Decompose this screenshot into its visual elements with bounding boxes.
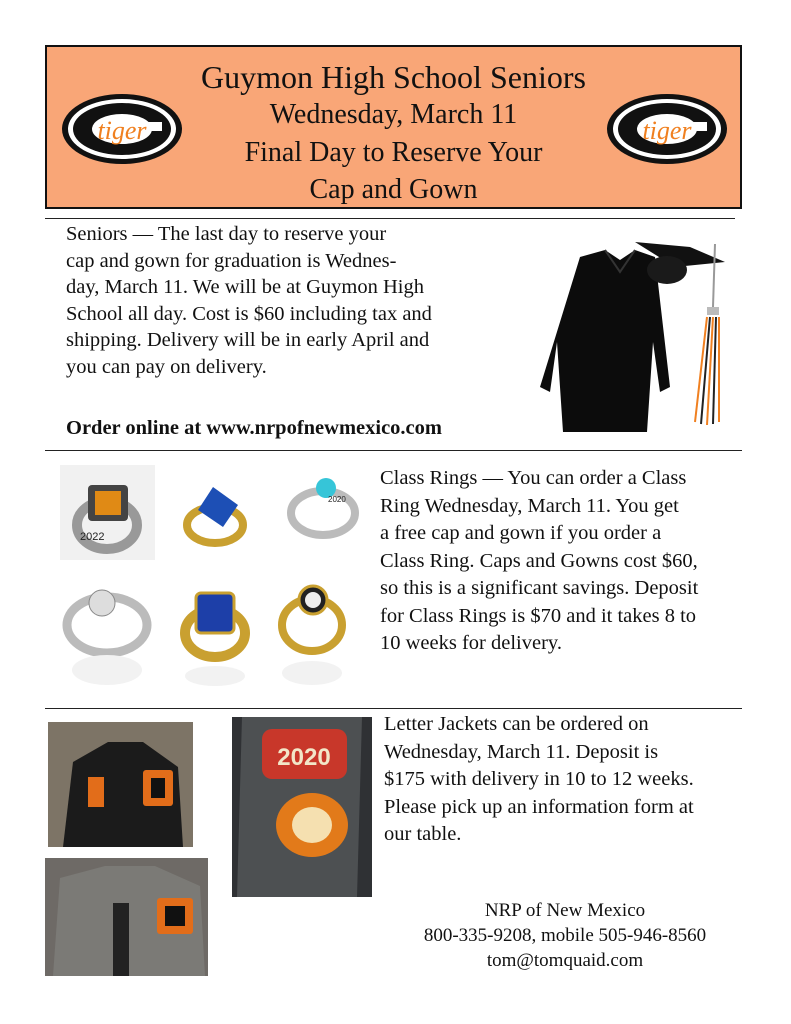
jacket-photo-2	[45, 858, 208, 976]
jacket-photo-1	[48, 722, 193, 847]
ring-image-3	[278, 468, 373, 563]
date-line: Wednesday, March 11	[269, 99, 518, 130]
svg-text:2020: 2020	[328, 495, 346, 504]
phone-numbers: 800-335-9208, mobile 505-946-8560	[423, 925, 707, 946]
jacket-sleeve-photo	[232, 717, 372, 897]
contact-block	[380, 898, 750, 973]
ring-image-4	[57, 575, 152, 670]
divider-3	[45, 708, 742, 709]
cap-gown-text: Seniors — The last day to reserve your cap and gown for graduation is Wednes- day, March 11. We will be at Guymon High School all day. Cost is $60 including tax and shipping. Delivery will be in early April and you can pay on delivery.	[66, 223, 432, 378]
ring-image-1	[60, 465, 155, 560]
subtitle-line-2: Cap and Gown	[309, 174, 478, 205]
divider-1	[45, 218, 735, 219]
tiger-g-logo-left	[60, 92, 184, 166]
ring-image-6	[265, 575, 360, 670]
order-online-link[interactable]: Order online at www.nrpofnewmexico.com	[66, 417, 442, 439]
ring-image-5	[168, 578, 263, 673]
header-banner	[45, 45, 742, 209]
page-title: Guymon High School Seniors	[201, 59, 586, 95]
ring-image-2	[168, 465, 263, 560]
email-address[interactable]: tom@tomquaid.com	[486, 950, 644, 971]
svg-text:2022: 2022	[80, 531, 105, 543]
tiger-g-logo-right	[605, 92, 729, 166]
divider-2	[45, 450, 742, 451]
company-name: NRP of New Mexico	[484, 900, 646, 921]
cap-and-gown-image	[535, 232, 735, 438]
class-rings-text: Class Rings — You can order a Class Ring Wednesday, March 11. You get a free cap and gown if you order a Class Ring. Caps and Gowns cost $60, so this is a significant savings. Deposit for Class Rings is $70 and it takes 8 to 10 weeks for delivery.	[380, 467, 699, 654]
subtitle-line-1: Final Day to Reserve Your	[244, 137, 543, 168]
svg-text:tiger: tiger	[642, 116, 692, 145]
letter-jackets-text: Letter Jackets can be ordered on Wednesday, March 11. Deposit is $175 with delivery in 10 to 12 weeks. Please pick up an information form at our table.	[384, 713, 694, 845]
svg-text:2020: 2020	[277, 744, 331, 771]
svg-text:tiger: tiger	[97, 116, 147, 145]
